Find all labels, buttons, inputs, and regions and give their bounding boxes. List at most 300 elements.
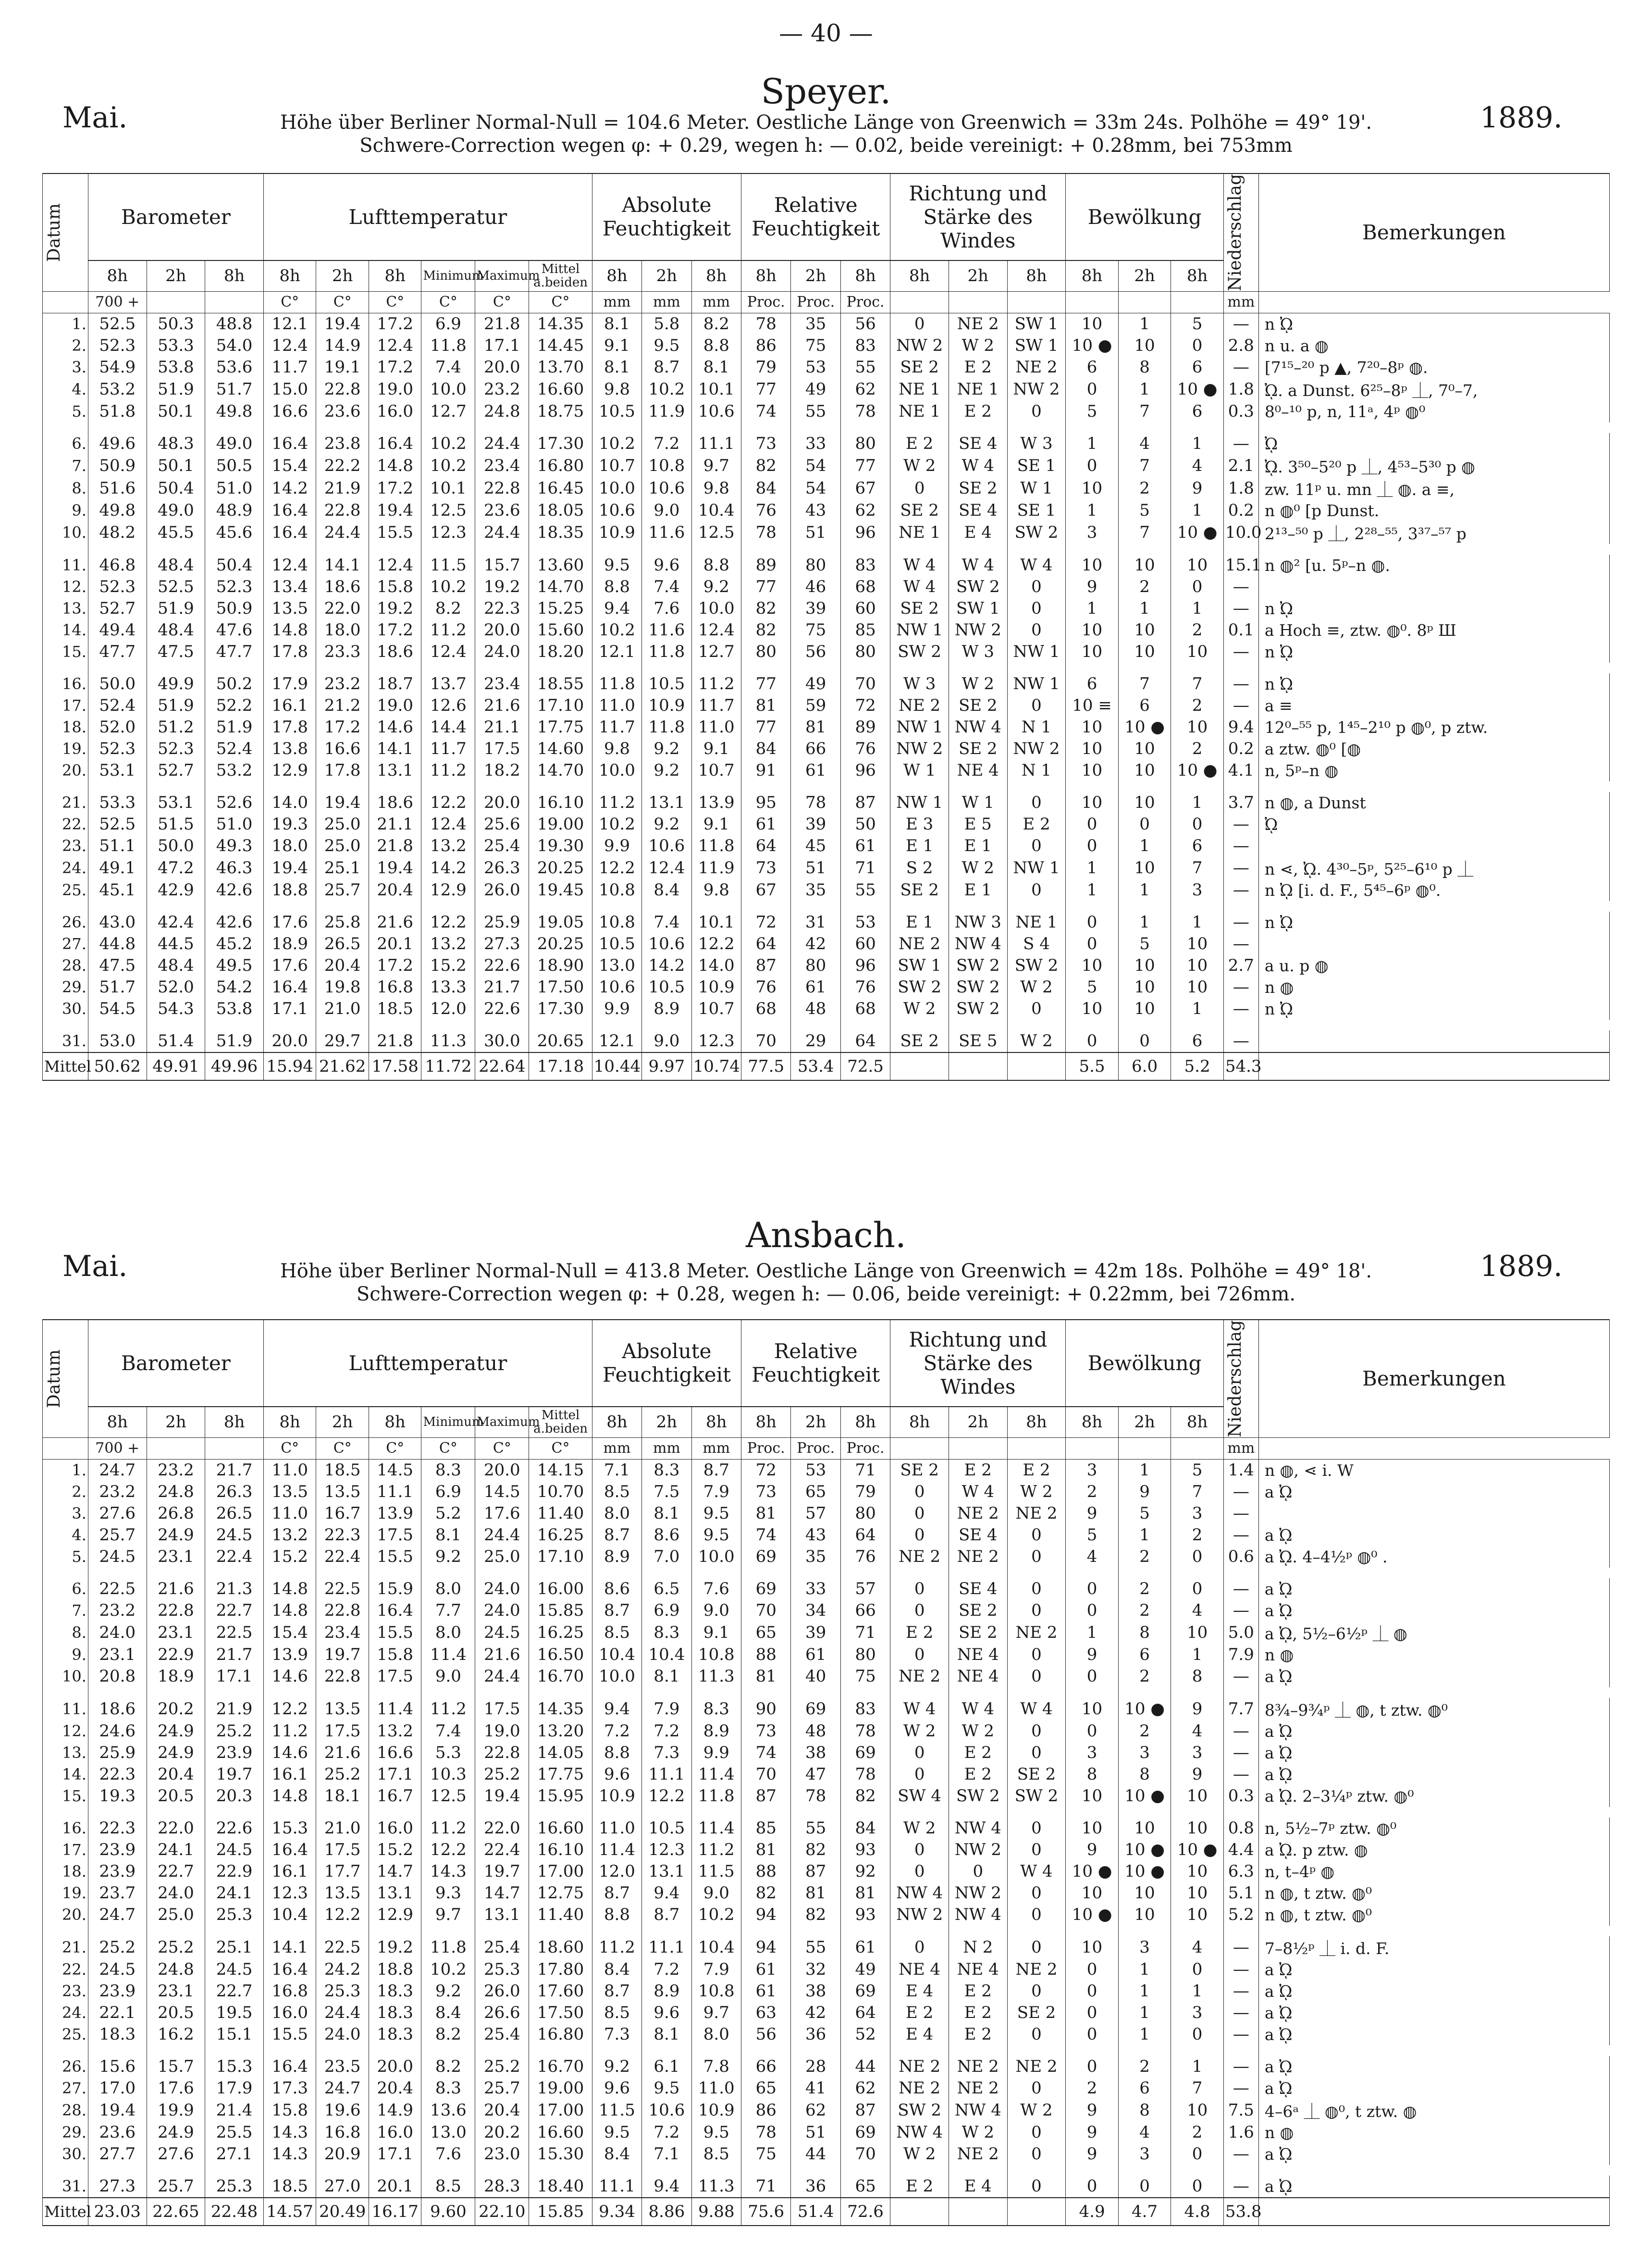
value-cell: 78 — [791, 792, 840, 814]
value-cell: 10 — [1066, 619, 1119, 641]
units-cell: mm — [1223, 1437, 1258, 1459]
day-row — [43, 912, 1610, 933]
value-cell: 10.4 — [642, 1644, 691, 1666]
value-cell: 49.9 — [147, 673, 205, 695]
mean-value — [949, 1052, 1007, 1080]
spacer-cell — [592, 1807, 641, 1818]
value-cell: 18.6 — [316, 576, 369, 598]
value-cell: 22.3 — [88, 1818, 147, 1839]
spacer-cell — [840, 781, 890, 792]
value-cell: 9.7 — [691, 2002, 741, 2024]
value-cell: 49.1 — [88, 857, 147, 879]
value-cell: 0 — [1007, 998, 1066, 1020]
value-cell: 9.0 — [642, 1030, 691, 1052]
value-cell: 92 — [840, 1861, 890, 1882]
spacer-cell — [421, 901, 475, 912]
value-cell: 8.8 — [691, 335, 741, 357]
day-row — [43, 555, 1610, 576]
value-cell: 10.9 — [642, 695, 691, 717]
value-cell: 19.2 — [475, 576, 529, 598]
value-cell: 12.2 — [263, 1698, 316, 1720]
spacer-cell — [890, 1807, 949, 1818]
spacer-cell — [890, 1687, 949, 1698]
day-row — [43, 955, 1610, 977]
value-cell: 22.0 — [147, 1818, 205, 1839]
day-number: 5. — [43, 401, 88, 422]
value-cell: 6 — [1118, 2078, 1171, 2099]
value-cell: 0 — [1007, 2176, 1066, 2198]
day-row — [43, 1818, 1610, 1839]
value-cell: W 2 — [890, 455, 949, 477]
value-cell: 24.4 — [475, 1524, 529, 1546]
day-row — [43, 695, 1610, 717]
value-cell: 1 — [1171, 998, 1224, 1020]
value-cell: 87 — [840, 2099, 890, 2122]
header-subcolumn: 8h — [691, 260, 741, 292]
value-cell: — — [1223, 977, 1258, 998]
value-cell: 77 — [741, 673, 791, 695]
value-cell: 65 — [741, 2078, 791, 2099]
mean-value: 10.44 — [592, 1052, 641, 1080]
value-cell: 11.1 — [642, 1764, 691, 1785]
value-cell: 13.5 — [263, 598, 316, 619]
spacer-cell — [529, 422, 592, 433]
value-cell: 22.5 — [88, 1578, 147, 1600]
value-cell: 1 — [1118, 912, 1171, 933]
value-cell: 19.3 — [88, 1785, 147, 1807]
value-cell: 1 — [1171, 1980, 1224, 2002]
value-cell: 78 — [840, 1720, 890, 1742]
value-cell: 50.9 — [88, 455, 147, 477]
remark-cell: n ᾨ — [1258, 641, 1609, 663]
spacer-cell — [890, 781, 949, 792]
spacer-cell — [1171, 544, 1224, 555]
value-cell: 14.70 — [529, 576, 592, 598]
value-cell: 7.2 — [642, 1720, 691, 1742]
value-cell: NE 2 — [1007, 357, 1066, 378]
spacer-cell — [529, 544, 592, 555]
value-cell: NW 4 — [949, 1904, 1007, 1926]
mean-value: 5.2 — [1171, 1052, 1224, 1080]
spacer-cell — [316, 663, 369, 673]
header-bemerkungen: Bemerkungen — [1258, 173, 1609, 291]
value-cell: 20.65 — [529, 1030, 592, 1052]
value-cell: 0 — [1066, 2176, 1119, 2198]
value-cell: NE 2 — [1007, 2056, 1066, 2078]
value-cell: 9.8 — [691, 477, 741, 500]
value-cell: 17.00 — [529, 2099, 592, 2122]
value-cell: 74 — [741, 401, 791, 422]
value-cell: SW 1 — [890, 955, 949, 977]
value-cell: 78 — [791, 1785, 840, 1807]
value-cell: NE 2 — [890, 1546, 949, 1568]
remark-cell: a ᾨ — [1258, 2143, 1609, 2165]
value-cell: 8.7 — [592, 1980, 641, 2002]
spacer-cell — [642, 663, 691, 673]
value-cell: 21.6 — [475, 1644, 529, 1666]
value-cell: 16.10 — [529, 792, 592, 814]
value-cell: 16.1 — [263, 1764, 316, 1785]
spacer-cell — [949, 1687, 1007, 1698]
value-cell: 17.8 — [316, 760, 369, 781]
value-cell: 21.0 — [316, 998, 369, 1020]
value-cell: 20.1 — [369, 2176, 421, 2198]
value-cell: 16.1 — [263, 695, 316, 717]
value-cell: 2 — [1171, 1524, 1224, 1546]
value-cell: 16.45 — [529, 477, 592, 500]
value-cell: 7.4 — [642, 912, 691, 933]
value-cell: 80 — [840, 1503, 890, 1524]
value-cell: 11.2 — [691, 673, 741, 695]
value-cell: 0 — [1007, 1720, 1066, 1742]
day-row — [43, 1785, 1610, 1807]
value-cell: 64 — [840, 1030, 890, 1052]
remark-cell: 8¾–9¾ᵖ ⏊ ◍, t ztw. ◍⁰ — [1258, 1698, 1609, 1720]
spacer-cell — [1171, 1020, 1224, 1030]
value-cell: 0 — [1066, 1720, 1119, 1742]
value-cell: 9.2 — [691, 576, 741, 598]
page-number: — 40 — — [779, 19, 873, 47]
spacer-cell — [890, 1568, 949, 1578]
value-cell: 25.2 — [88, 1936, 147, 1959]
spacer-cell — [147, 1926, 205, 1936]
spacer-cell — [43, 1807, 88, 1818]
value-cell: 21.9 — [205, 1698, 264, 1720]
value-cell: — — [1223, 857, 1258, 879]
value-cell: SW 2 — [949, 955, 1007, 977]
day-row — [43, 1621, 1610, 1644]
units-cell: C° — [316, 1437, 369, 1459]
value-cell: 6 — [1171, 401, 1224, 422]
value-cell: 12.2 — [642, 1785, 691, 1807]
spacer-cell — [1066, 1568, 1119, 1578]
header-subcolumn: 8h — [1171, 1407, 1224, 1438]
value-cell: 30.0 — [475, 1030, 529, 1052]
value-cell: — — [1223, 1720, 1258, 1742]
value-cell: 0 — [890, 1936, 949, 1959]
spacer-cell — [263, 781, 316, 792]
value-cell: 20.4 — [475, 2099, 529, 2122]
mean-value: 11.72 — [421, 1052, 475, 1080]
value-cell: 94 — [741, 1936, 791, 1959]
header-niederschlag-label: Niederschlag — [1225, 174, 1245, 291]
value-cell: 17.5 — [316, 1839, 369, 1861]
value-cell: 13.6 — [421, 2099, 475, 2122]
value-cell: 10 — [1171, 1882, 1224, 1904]
value-cell: 81 — [741, 1839, 791, 1861]
spacer-cell — [1007, 1687, 1066, 1698]
value-cell: 8.8 — [592, 576, 641, 598]
value-cell: 10 ● — [1118, 1698, 1171, 1720]
observation-table-ansbach — [42, 1319, 1610, 2226]
value-cell: 18.5 — [263, 2176, 316, 2198]
value-cell: 71 — [840, 857, 890, 879]
spacer-cell — [592, 901, 641, 912]
value-cell: 54 — [791, 477, 840, 500]
value-cell: W 2 — [949, 1720, 1007, 1742]
value-cell: 19.4 — [369, 500, 421, 521]
value-cell: 11.6 — [642, 619, 691, 641]
value-cell: 10.70 — [529, 1481, 592, 1503]
value-cell: 49.8 — [88, 500, 147, 521]
value-cell: 0.2 — [1223, 500, 1258, 521]
value-cell: 0 — [890, 1644, 949, 1666]
units-cell: C° — [369, 291, 421, 313]
spacer-cell — [529, 1020, 592, 1030]
value-cell: 0 — [1007, 879, 1066, 901]
spacer-cell — [1223, 1568, 1258, 1578]
value-cell: 14.70 — [529, 760, 592, 781]
value-cell: 7.2 — [642, 2122, 691, 2143]
value-cell: 12.2 — [421, 912, 475, 933]
value-cell: 26.0 — [475, 879, 529, 901]
value-cell: NE 2 — [1007, 1503, 1066, 1524]
remark-cell: a ᾨ — [1258, 1980, 1609, 2002]
value-cell: 26.0 — [475, 1980, 529, 2002]
value-cell: 0 — [1007, 2024, 1066, 2045]
value-cell: 46.8 — [88, 555, 147, 576]
value-cell: 15.8 — [369, 1644, 421, 1666]
value-cell: 11.0 — [263, 1459, 316, 1481]
value-cell: 18.0 — [263, 835, 316, 857]
value-cell: 53.6 — [205, 357, 264, 378]
spacer-cell — [1118, 901, 1171, 912]
value-cell: 10.7 — [691, 998, 741, 1020]
value-cell: 20.0 — [475, 1459, 529, 1481]
day-row — [43, 1698, 1610, 1720]
value-cell: 0 — [890, 1764, 949, 1785]
remark-cell — [1258, 835, 1609, 857]
value-cell: NE 2 — [890, 1666, 949, 1687]
value-cell: 24.0 — [475, 641, 529, 663]
remark-cell: n ⋖, ᾨ. 4³⁰–5ᵖ, 5²⁵–6¹⁰ p ⏊ — [1258, 857, 1609, 879]
spacer-cell — [1223, 1020, 1258, 1030]
value-cell: — — [1223, 2056, 1258, 2078]
value-cell: 10.8 — [592, 912, 641, 933]
value-cell: 18.90 — [529, 955, 592, 977]
value-cell: 1 — [1171, 912, 1224, 933]
spacer-cell — [205, 1687, 264, 1698]
value-cell: SW 1 — [949, 598, 1007, 619]
value-cell: 10.5 — [642, 1818, 691, 1839]
value-cell: 8 — [1118, 2099, 1171, 2122]
spacer-cell — [43, 1926, 88, 1936]
value-cell: 11.0 — [691, 717, 741, 738]
station-title-ansbach: Ansbach. — [746, 1215, 906, 1255]
value-cell: 7 — [1171, 2078, 1224, 2099]
value-cell: 17.8 — [263, 641, 316, 663]
spacer-cell — [791, 1568, 840, 1578]
value-cell: 18.9 — [263, 933, 316, 955]
remark-cell: a ᾨ. 4–4½ᵖ ◍⁰ . — [1258, 1546, 1609, 1568]
value-cell: 11.4 — [369, 1698, 421, 1720]
value-cell: 9 — [1066, 2143, 1119, 2165]
value-cell: 8.7 — [592, 1600, 641, 1621]
spacer-cell — [369, 1926, 421, 1936]
day-number: 3. — [43, 1503, 88, 1524]
value-cell: 18.2 — [475, 760, 529, 781]
spacer-cell — [642, 2165, 691, 2176]
value-cell: 55 — [840, 357, 890, 378]
value-cell: 9.5 — [592, 2122, 641, 2143]
value-cell: NW 1 — [1007, 673, 1066, 695]
value-cell: 22.4 — [475, 1839, 529, 1861]
spacer-cell — [1171, 2045, 1224, 2056]
value-cell: 7 — [1118, 455, 1171, 477]
value-cell: 10.6 — [592, 977, 641, 998]
value-cell: 0.2 — [1223, 738, 1258, 760]
value-cell: 2 — [1118, 2056, 1171, 2078]
value-cell: 10.8 — [592, 879, 641, 901]
value-cell: 87 — [791, 1861, 840, 1882]
value-cell: NW 2 — [1007, 378, 1066, 401]
day-number: 23. — [43, 1980, 88, 2002]
spacer-cell — [592, 1568, 641, 1578]
value-cell: 79 — [840, 1481, 890, 1503]
value-cell: 8.3 — [421, 1459, 475, 1481]
value-cell: 57 — [791, 1503, 840, 1524]
value-cell: 0 — [1171, 2143, 1224, 2165]
value-cell: 8.3 — [691, 1698, 741, 1720]
value-cell: 12.0 — [592, 1861, 641, 1882]
value-cell: 24.7 — [88, 1459, 147, 1481]
day-number: 11. — [43, 555, 88, 576]
header-subcolumn: 2h — [1118, 260, 1171, 292]
value-cell: 76 — [840, 977, 890, 998]
value-cell: 14.0 — [263, 792, 316, 814]
value-cell: 8 — [1118, 1621, 1171, 1644]
remark-cell: a ᾨ — [1258, 2176, 1609, 2198]
spacer-cell — [1171, 901, 1224, 912]
mean-value: 50.62 — [88, 1052, 147, 1080]
value-cell: 25.4 — [475, 2024, 529, 2045]
value-cell: 17.9 — [263, 673, 316, 695]
value-cell: 51.4 — [147, 1030, 205, 1052]
value-cell: 51.9 — [147, 598, 205, 619]
value-cell: 17.50 — [529, 977, 592, 998]
value-cell: 53.2 — [88, 378, 147, 401]
value-cell: 13.1 — [369, 760, 421, 781]
value-cell: 39 — [791, 1621, 840, 1644]
spacer-cell — [1118, 2045, 1171, 2056]
remark-cell: n ◍, t ztw. ◍⁰ — [1258, 1882, 1609, 1904]
value-cell: 96 — [840, 955, 890, 977]
value-cell: 11.9 — [642, 401, 691, 422]
value-cell: 2 — [1118, 1546, 1171, 1568]
value-cell: 21.6 — [316, 1742, 369, 1764]
value-cell: 8 — [1118, 357, 1171, 378]
value-cell: 16.0 — [369, 1818, 421, 1839]
value-cell: 71 — [840, 1459, 890, 1481]
spacer-cell — [1066, 422, 1119, 433]
value-cell: 0 — [890, 1839, 949, 1861]
value-cell: 23.4 — [316, 1621, 369, 1644]
day-row — [43, 477, 1610, 500]
value-cell: 1 — [1066, 1621, 1119, 1644]
value-cell: 21.2 — [316, 695, 369, 717]
value-cell: 80 — [791, 955, 840, 977]
value-cell: W 1 — [1007, 477, 1066, 500]
value-cell: 24.0 — [475, 1600, 529, 1621]
remark-cell: a ᾨ — [1258, 1666, 1609, 1687]
value-cell: 9.0 — [421, 1666, 475, 1687]
mean-value — [1258, 2198, 1609, 2226]
value-cell: 10.5 — [592, 933, 641, 955]
value-cell: 87 — [741, 955, 791, 977]
spacer-cell — [369, 1020, 421, 1030]
value-cell: 8.5 — [592, 2002, 641, 2024]
value-cell: 53.0 — [88, 1030, 147, 1052]
value-cell: 8 — [1171, 1666, 1224, 1687]
value-cell: 72 — [741, 1459, 791, 1481]
header-subcolumn: 8h — [263, 260, 316, 292]
day-row — [43, 1936, 1610, 1959]
value-cell: 49 — [791, 378, 840, 401]
value-cell: 5 — [1118, 500, 1171, 521]
value-cell: 24.0 — [316, 2024, 369, 2045]
value-cell: 51 — [791, 2122, 840, 2143]
value-cell: 11.2 — [592, 792, 641, 814]
value-cell: 44.5 — [147, 933, 205, 955]
day-number: 20. — [43, 760, 88, 781]
value-cell: 52.4 — [205, 738, 264, 760]
value-cell: 0 — [1066, 2002, 1119, 2024]
value-cell: 61 — [791, 1644, 840, 1666]
spacer-cell — [1258, 901, 1609, 912]
value-cell: 10 — [1118, 619, 1171, 641]
spacer-cell — [421, 2045, 475, 2056]
value-cell: 16.1 — [263, 1861, 316, 1882]
value-cell: 24.2 — [316, 1959, 369, 1980]
spacer-cell — [1258, 544, 1609, 555]
spacer-cell — [475, 663, 529, 673]
value-cell: 10.7 — [592, 455, 641, 477]
units-cell: mm — [1223, 291, 1258, 313]
value-cell: 85 — [741, 1818, 791, 1839]
units-cell: C° — [421, 291, 475, 313]
value-cell: 12.3 — [642, 1839, 691, 1861]
value-cell: 15.9 — [369, 1578, 421, 1600]
value-cell: 11.8 — [421, 335, 475, 357]
value-cell: 39 — [791, 598, 840, 619]
spacer-cell — [421, 663, 475, 673]
spacer-cell — [475, 1926, 529, 1936]
value-cell: W 3 — [890, 673, 949, 695]
value-cell: 12.4 — [691, 619, 741, 641]
spacer-cell — [741, 2045, 791, 2056]
spacer-cell — [1066, 2045, 1119, 2056]
value-cell: 7 — [1171, 857, 1224, 879]
spacer-cell — [421, 1926, 475, 1936]
value-cell: 25.4 — [475, 835, 529, 857]
value-cell: 5 — [1066, 401, 1119, 422]
value-cell: 11.40 — [529, 1503, 592, 1524]
value-cell: SE 1 — [1007, 500, 1066, 521]
spacer-cell — [43, 901, 88, 912]
value-cell: 18.6 — [88, 1698, 147, 1720]
value-cell: 51.9 — [205, 1030, 264, 1052]
value-cell: 76 — [741, 500, 791, 521]
spacer-cell — [263, 1020, 316, 1030]
remark-cell: n ᾨ — [1258, 998, 1609, 1020]
value-cell: 74 — [741, 1524, 791, 1546]
value-cell: 12.1 — [263, 313, 316, 335]
value-cell: 22.7 — [205, 1980, 264, 2002]
value-cell: — — [1223, 912, 1258, 933]
value-cell: 82 — [741, 619, 791, 641]
value-cell: W 2 — [890, 1818, 949, 1839]
day-number: 2. — [43, 1481, 88, 1503]
